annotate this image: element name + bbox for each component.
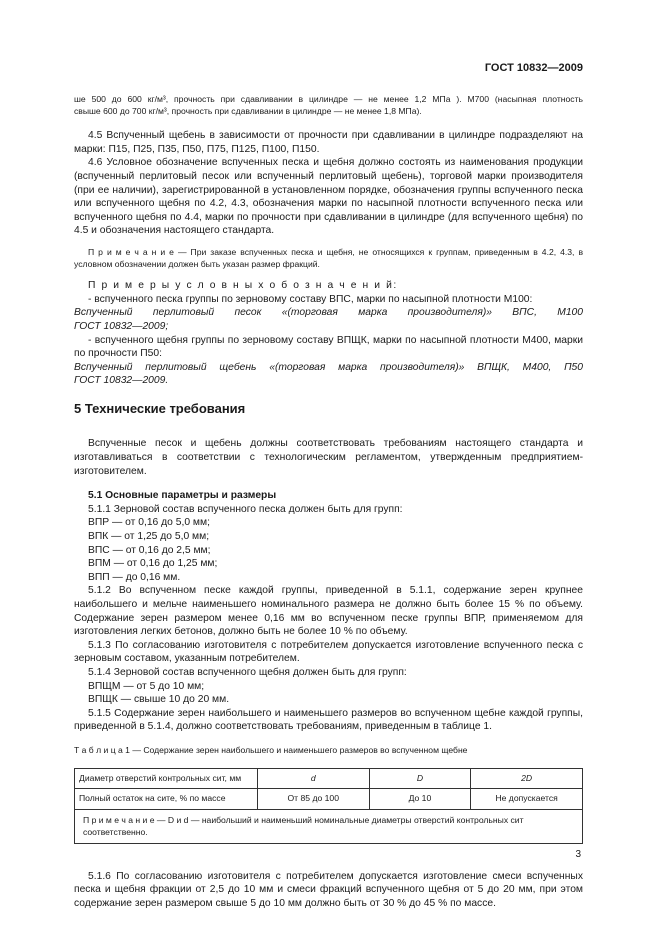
example-sand-line-2: ГОСТ 10832—2009; bbox=[74, 320, 169, 332]
paragraph-5-1-6: 5.1.6 По согласованию изготовителя с потребителем допускается изготовление смеси вспученных песка и щебня фракции от 2,5 до 10 мм и смеси фракций вспученного щебня от 5 до 20 мм, при этом содержание зерен размером свыше 5 до 10 мм должно быть от 30 % до 45 % по массе. bbox=[74, 870, 583, 909]
table-1 bbox=[74, 768, 583, 844]
table-header-row bbox=[75, 768, 583, 789]
example-gravel-line-2: ГОСТ 10832—2009. bbox=[74, 375, 169, 387]
sand-group-item: ВПР — от 0,16 до 5,0 мм; bbox=[88, 517, 210, 529]
example-sand-intro: - вспученного песка группы по зерновому составу ВПС, марки по насыпной плотности М100: bbox=[88, 293, 533, 305]
paragraph-5-1-3: 5.1.3 По согласованию изготовителя с потребителем допускается изготовление вспученного песка с зерновым составом, указанным потребителем. bbox=[74, 639, 583, 665]
table-cell: Полный остаток на сите, % по массе bbox=[75, 789, 258, 810]
top-text-line-2: свыше 600 до 700 кг/м³, прочность при сдавливании в цилиндре — не менее 1,8 МПа). bbox=[74, 105, 422, 116]
paragraph-5-1-1: 5.1.1 Зерновой состав вспученного песка должен быть для групп: bbox=[88, 503, 403, 515]
example-gravel-intro: - вспученного щебня группы по зерновому составу ВПЩК, марки по насыпной плотности М400, марки по прочности П50: bbox=[74, 334, 583, 360]
note-1: П р и м е ч а н и е — При заказе вспученных песка и щебня, не относящихся к группам, приведенным в 4.2, 4.3, в условном обозначении должен быть указан размер фракций. bbox=[74, 246, 584, 269]
example-gravel-line-1: Вспученный перлитовый щебень «(торговая марка производителя)» ВПЩК, М400, П50 bbox=[74, 361, 583, 373]
paragraph-5-1-5: 5.1.5 Содержание зерен наибольшего и наименьшего размеров во вспученном щебне каждой группы, приведенной в 5.1.4, должно соответствовать требованиям, приведенным в таблице 1. bbox=[74, 707, 583, 733]
top-text-line-1: ше 500 до 600 кг/м³, прочность при сдавливании в цилиндре — не менее 1,2 МПа ). М700 (насыпная плотность bbox=[74, 94, 583, 104]
sand-group-item: ВПС — от 0,16 до 2,5 мм; bbox=[88, 544, 211, 556]
table-cell: Не допускается bbox=[471, 789, 583, 810]
gravel-group-item: ВПЩК — свыше 10 до 20 мм. bbox=[88, 694, 230, 706]
table-cell: От 85 до 100 bbox=[257, 789, 369, 810]
sand-groups-list bbox=[74, 516, 583, 584]
standard-header: ГОСТ 10832—2009 bbox=[484, 62, 583, 74]
sand-group-item: ВПМ — от 0,16 до 1,25 мм; bbox=[88, 558, 218, 570]
table-note-row bbox=[75, 809, 583, 843]
paragraph-5-1-4: 5.1.4 Зерновой состав вспученного щебня должен быть для групп: bbox=[88, 666, 407, 678]
section-5-title: 5 Технические требования bbox=[74, 400, 246, 416]
table-header-cell: D bbox=[369, 768, 471, 789]
table-row bbox=[75, 789, 583, 810]
gravel-group-item: ВПЩМ — от 5 до 10 мм; bbox=[88, 680, 205, 692]
table-header-cell: d bbox=[257, 768, 369, 789]
paragraph-4-5: 4.5 Вспученный щебень в зависимости от прочности при сдавливании в цилиндре подразделяют на марки: П15, П25, П35, П50, П75, П125, П100, П150. bbox=[74, 130, 583, 155]
section-5-1-title: 5.1 Основные параметры и размеры bbox=[88, 490, 277, 502]
section-5-intro: Вспученные песок и щебень должны соответствовать требованиям настоящего стандарта и изготавливаться в соответствии с технологическим регламентом, утвержденным предприятием-изготовителем. bbox=[74, 438, 583, 477]
page-number: 3 bbox=[575, 849, 581, 860]
table-note: П р и м е ч а н и е — D и d — наибольший и наименьший номинальные диаметры отверстий контрольных сит соответственно. bbox=[75, 809, 583, 843]
gravel-groups-list bbox=[74, 680, 583, 707]
sand-group-item: ВПП — до 0,16 мм. bbox=[88, 571, 181, 583]
table-cell: До 10 bbox=[369, 789, 471, 810]
paragraph-4-6: 4.6 Условное обозначение вспученных песка и щебня должно состоять из наименования продукции (вспученный перлитовый песок или вспученный перлитовый щебень), торговой марки производителя (при ее наличии), зарегистрированной в установленном порядке, обозначения группы вспученного песка или вспученного щебня по 4.2, 4.3, обозначения марки по насыпной плотности вспученного песка или вспученного щебня по 4.4, марки по прочности при сдавливании в цилиндре (для вспученного щебня) по 4.5 и обозначения настоящего стандарта. bbox=[74, 157, 583, 237]
example-sand-line-1: Вспученный перлитовый песок «(торговая марка производителя)» ВПС, М100 bbox=[74, 307, 583, 319]
sand-group-item: ВПК — от 1,25 до 5,0 мм; bbox=[88, 531, 210, 543]
table-header-cell: 2D bbox=[471, 768, 583, 789]
paragraph-5-1-2: 5.1.2 Во вспученном песке каждой группы, приведенной в 5.1.1, содержание зерен крупнее наибольшего и мельче наименьшего номинального размера не должно быть более 15 % по объему. Содержание зерен размером менее 0,16 мм во вспученном песке группы ВПР, применяемом для изготовления легких бетонов, должно быть не более 10 % по объему. bbox=[74, 585, 583, 638]
table-header-cell: Диаметр отверстий контрольных сит, мм bbox=[75, 768, 258, 789]
examples-title: П р и м е р ы у с л о в н ы х о б о з н а ч е н и й: bbox=[88, 280, 398, 292]
table-1-caption: Т а б л и ц а 1 — Содержание зерен наибольшего и наименьшего размеров во вспученном щебне bbox=[74, 744, 468, 755]
